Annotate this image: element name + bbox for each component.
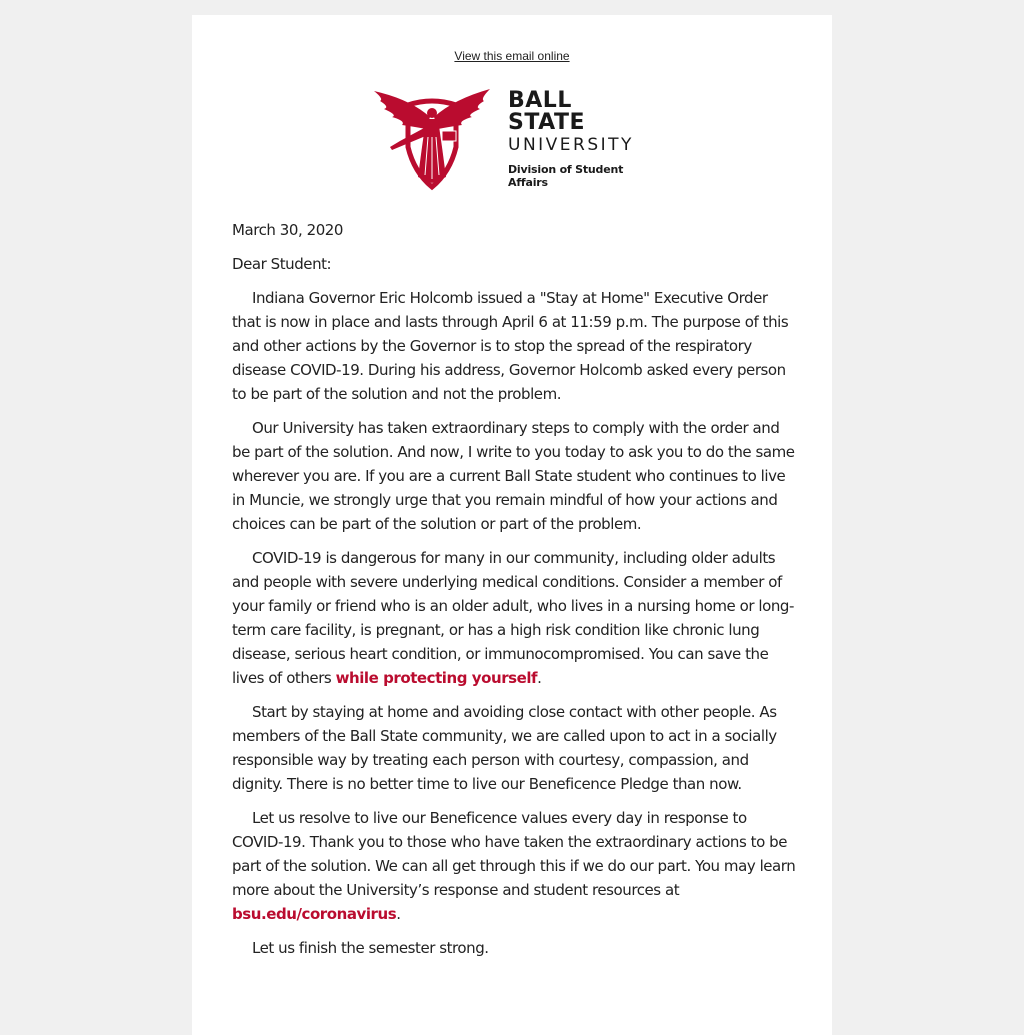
paragraph-covid-danger [232,546,798,690]
ball-state-logo [370,87,655,191]
view-online-bar [192,49,832,63]
logo-division: Division of Student Affairs [508,162,624,189]
paragraph-text: COVID-19 is dangerous for many in our community, including older adults and people with severe underlying medical conditions. Consider a member of your family or friend who is an older adult, who lives in a nursing home or long-term care facility, is pregnant, or has a high risk condition like chronic lung disease, serious heart condition, or immunocompromised. You can save the lives of others [232,549,794,687]
paragraph-university-steps: Our University has taken extraordinary steps to comply with the order and be part of the solution. And now, I write to you today to ask you to do the same wherever you are. If you are a current Ball State student who continues to live in Muncie, we strongly urge that you remain mindful of how your actions and choices can be part of the solution or part of the problem. [232,419,795,533]
while-protecting-yourself-link[interactable]: while protecting yourself [335,669,538,687]
ball-state-beneficence-shield-icon [370,87,494,191]
paragraph-finish-strong: Let us finish the semester strong. [252,939,489,957]
letter-date: March 30, 2020 [232,221,343,239]
logo-university: UNIVERSITY [508,134,634,155]
paragraph-end: . [396,905,401,923]
letter-salutation: Dear Student: [232,255,332,273]
bsu-coronavirus-link[interactable]: bsu.edu/coronavirus [232,905,397,923]
view-email-online-link[interactable]: View this email online [454,49,570,63]
paragraph-stay-at-home-order: Indiana Governor Eric Holcomb issued a "Stay at Home" Executive Order that is now in place and lasts through April 6 at 11:59 p.m. The purpose of this and other actions by the Governor is to stop the spread of the respiratory disease COVID-19. During his address, Governor Holcomb asked every person to be part of the solution and not the problem. [232,289,789,403]
paragraph-beneficence [232,806,798,926]
email-body [232,218,798,970]
logo-ball-state: BALL STATE [508,87,585,135]
paragraph-end: . [537,669,542,687]
paragraph-stay-home: Start by staying at home and avoiding close contact with other people. As members of the Ball State community, we are called upon to act in a socially responsible way by treating each person with courtesy, compassion, and dignity. There is no better time to live our Beneficence Pledge than now. [232,703,777,793]
email-card [192,15,832,1035]
paragraph-text: Let us resolve to live our Beneficence values every day in response to COVID-19. Thank you to those who have taken the extraordinary actions to be part of the solution. We can all get through this if we do our part. You may learn more about the University’s response and student resources at [232,809,796,899]
logo-wordmark [508,87,655,189]
